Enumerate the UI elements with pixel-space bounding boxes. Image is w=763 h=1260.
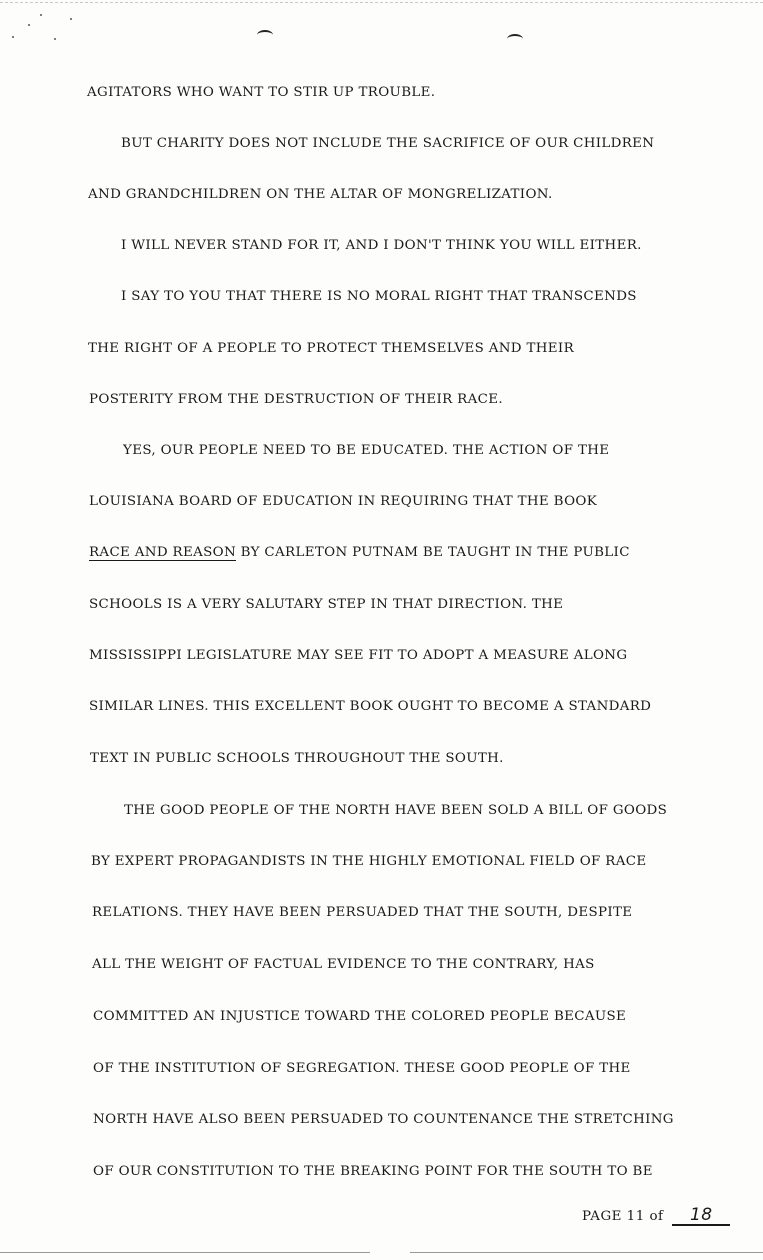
text-line-remainder: BY CARLETON PUTNAM BE TAUGHT IN THE PUBLIC	[240, 545, 630, 560]
scan-speck	[70, 18, 72, 20]
text-line: RELATIONS. THEY HAVE BEEN PERSUADED THAT THE SOUTH, DESPITE	[92, 905, 633, 920]
text-line: COMMITTED AN INJUSTICE TOWARD THE COLORED PEOPLE BECAUSE	[93, 1009, 627, 1024]
text-line: MISSISSIPPI LEGISLATURE MAY SEE FIT TO ADOPT A MEASURE ALONG	[89, 648, 628, 663]
text-line: TEXT IN PUBLIC SCHOOLS THROUGHOUT THE SOUTH.	[90, 751, 504, 766]
page-number	[582, 1206, 730, 1226]
scan-speck	[28, 24, 30, 26]
text-line: SIMILAR LINES. THIS EXCELLENT BOOK OUGHT TO BECOME A STANDARD	[89, 699, 652, 714]
text-line: THE RIGHT OF A PEOPLE TO PROTECT THEMSELVES AND THEIR	[88, 341, 575, 356]
bottom-rule-right	[410, 1252, 763, 1253]
scan-speck	[40, 14, 42, 16]
book-title: RACE AND REASON	[89, 545, 237, 560]
text-line: OF THE INSTITUTION OF SEGREGATION. THESE GOOD PEOPLE OF THE	[93, 1061, 631, 1076]
text-line: OF OUR CONSTITUTION TO THE BREAKING POINT FOR THE SOUTH TO BE	[93, 1164, 653, 1179]
text-line: SCHOOLS IS A VERY SALUTARY STEP IN THAT DIRECTION. THE	[89, 597, 564, 612]
text-line: I SAY TO YOU THAT THERE IS NO MORAL RIGHT THAT TRANSCENDS	[121, 289, 637, 304]
text-line: YES, OUR PEOPLE NEED TO BE EDUCATED. THE ACTION OF THE	[123, 443, 610, 458]
text-line: I WILL NEVER STAND FOR IT, AND I DON'T THINK YOU WILL EITHER.	[121, 238, 642, 253]
binder-hole-mark-left	[257, 30, 273, 40]
page-label: PAGE 11 of	[582, 1209, 664, 1224]
bottom-rule-left	[0, 1252, 370, 1253]
text-line: BUT CHARITY DOES NOT INCLUDE THE SACRIFICE OF OUR CHILDREN	[121, 136, 655, 151]
scan-speck	[54, 38, 56, 40]
text-line: POSTERITY FROM THE DESTRUCTION OF THEIR RACE.	[89, 392, 503, 407]
text-line: AGITATORS WHO WANT TO STIR UP TROUBLE.	[87, 85, 436, 100]
page-total-handwritten: 18	[672, 1206, 730, 1226]
text-line: LOUISIANA BOARD OF EDUCATION IN REQUIRING THAT THE BOOK	[89, 494, 598, 509]
text-line: NORTH HAVE ALSO BEEN PERSUADED TO COUNTENANCE THE STRETCHING	[93, 1112, 674, 1127]
text-line-with-book-title	[89, 545, 630, 561]
text-line: BY EXPERT PROPAGANDISTS IN THE HIGHLY EMOTIONAL FIELD OF RACE	[91, 854, 647, 869]
text-line: THE GOOD PEOPLE OF THE NORTH HAVE BEEN SOLD A BILL OF GOODS	[124, 803, 668, 818]
scan-speck	[12, 36, 14, 38]
top-edge-dashes	[0, 2, 763, 3]
text-line: AND GRANDCHILDREN ON THE ALTAR OF MONGRELIZATION.	[88, 187, 553, 202]
binder-hole-mark-right	[507, 34, 523, 44]
text-line: ALL THE WEIGHT OF FACTUAL EVIDENCE TO THE CONTRARY, HAS	[92, 957, 595, 972]
